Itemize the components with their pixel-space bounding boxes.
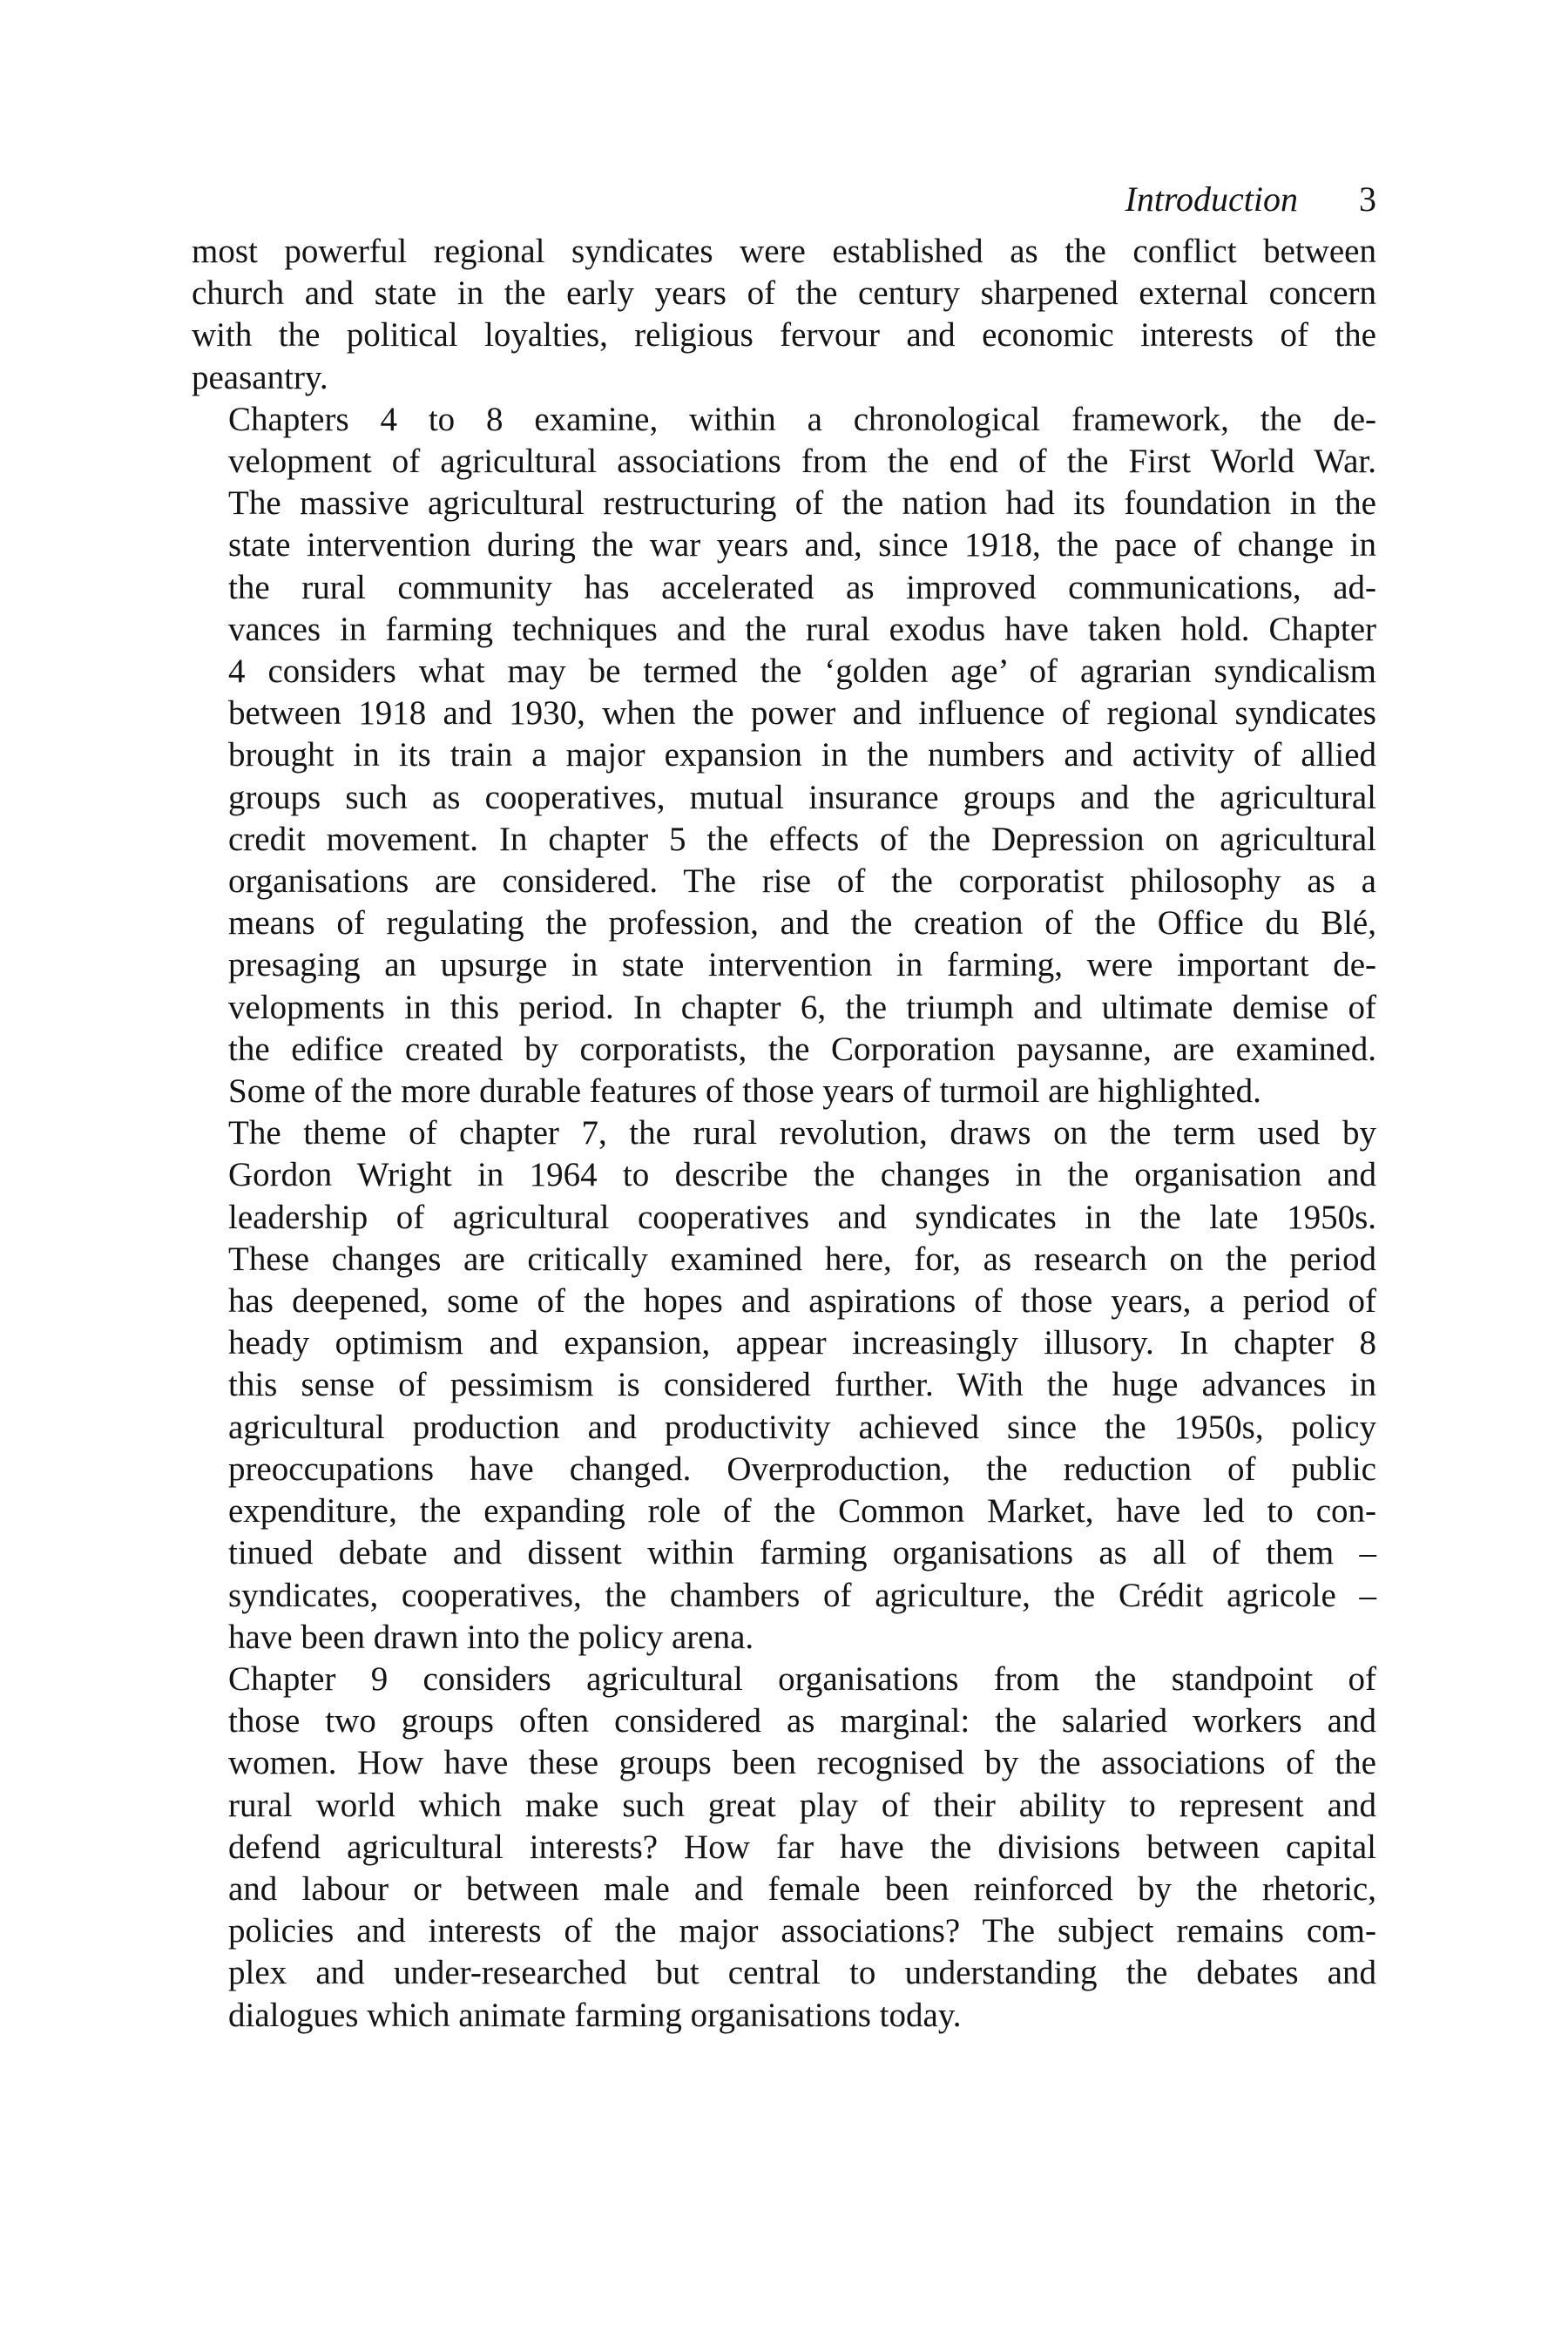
text-line: brought in its train a major expansion in the numbers and activity of allied <box>228 736 1376 774</box>
text-line: agricultural production and productivity achieved since the 1950s, policy <box>228 1408 1376 1446</box>
text-line: have been drawn into the policy arena. <box>228 1618 754 1656</box>
text-line: with the political loyalties, religious fervour and economic interests of the <box>192 316 1376 355</box>
text-line: preoccupations have changed. Overproduction, the reduction of public <box>228 1450 1376 1488</box>
text-line: dialogues which animate farming organisations today. <box>228 1996 962 2034</box>
text-line: women. How have these groups been recognised by the associations of the <box>228 1744 1376 1782</box>
text-line: church and state in the early years of the century sharpened external concern <box>192 274 1376 313</box>
text-line: heady optimism and expansion, appear increasingly illusory. In chapter 8 <box>228 1324 1376 1362</box>
text-line: the rural community has accelerated as improved communications, ad- <box>228 568 1376 606</box>
text-line: The massive agricultural restructuring of the nation had its foundation in the <box>228 484 1376 523</box>
text-line: Chapter 9 considers agricultural organisations from the standpoint of <box>228 1659 1376 1698</box>
text-line: the edifice created by corporatists, the Corporation paysanne, are examined. <box>228 1030 1376 1068</box>
text-line: The theme of chapter 7, the rural revolution, draws on the term used by <box>228 1114 1376 1152</box>
text-line: peasantry. <box>192 358 328 396</box>
text-line: most powerful regional syndicates were established as the conflict between <box>192 233 1376 270</box>
text-line: vances in farming techniques and the rural exodus have taken hold. Chapter <box>228 610 1376 648</box>
text-line: those two groups often considered as marginal: the salaried workers and <box>228 1702 1376 1740</box>
text-line: this sense of pessimism is considered further. With the huge advances in <box>228 1366 1376 1404</box>
text-line: presaging an upsurge in state intervention in farming, were important de- <box>228 946 1376 984</box>
text-line: Some of the more durable features of those years of turmoil are highlighted. <box>228 1072 1261 1111</box>
page-number: 3 <box>1359 179 1376 219</box>
text-line: These changes are critically examined here, for, as research on the period <box>228 1240 1376 1278</box>
text-line: means of regulating the profession, and the creation of the Office du Blé, <box>228 904 1376 943</box>
text-line: groups such as cooperatives, mutual insurance groups and the agricultural <box>228 778 1376 816</box>
paragraph <box>192 1112 1376 1659</box>
paragraph <box>192 399 1376 1112</box>
text-line: credit movement. In chapter 5 the effects of the Depression on agricultural <box>228 820 1376 858</box>
book-page <box>192 179 1376 2037</box>
body-text <box>192 231 1376 2037</box>
text-line: velopments in this period. In chapter 6, the triumph and ultimate demise of <box>228 988 1376 1026</box>
running-head <box>192 179 1376 220</box>
text-line: organisations are considered. The rise of the corporatist philosophy as a <box>228 862 1376 901</box>
text-line: Chapters 4 to 8 examine, within a chronological framework, the de- <box>228 400 1376 438</box>
text-line: 4 considers what may be termed the ‘golden age’ of agrarian syndicalism <box>228 652 1376 691</box>
text-line: velopment of agricultural associations from the end of the First World War. <box>228 443 1376 481</box>
text-line: and labour or between male and female been reinforced by the rhetoric, <box>228 1869 1376 1908</box>
text-line: Gordon Wright in 1964 to describe the changes in the organisation and <box>228 1156 1376 1194</box>
running-title: Introduction <box>1125 179 1298 219</box>
text-line: plex and under-researched but central to understanding the debates and <box>228 1954 1376 1992</box>
text-line: rural world which make such great play of their ability to represent and <box>228 1786 1376 1824</box>
text-line: tinued debate and dissent within farming organisations as all of them – <box>228 1534 1376 1572</box>
paragraph <box>192 1659 1376 2037</box>
text-line: expenditure, the expanding role of the Common Market, have led to con- <box>228 1492 1376 1531</box>
text-line: syndicates, cooperatives, the chambers of agriculture, the Crédit agricole – <box>228 1576 1376 1614</box>
text-line: has deepened, some of the hopes and aspirations of those years, a period of <box>228 1282 1376 1321</box>
text-line: policies and interests of the major associations? The subject remains com- <box>228 1912 1376 1950</box>
paragraph <box>192 231 1376 399</box>
text-line: leadership of agricultural cooperatives and syndicates in the late 1950s. <box>228 1198 1376 1236</box>
text-line: state intervention during the war years and, since 1918, the pace of change in <box>228 526 1376 564</box>
text-line: between 1918 and 1930, when the power and influence of regional syndicates <box>228 694 1376 733</box>
text-line: defend agricultural interests? How far have the divisions between capital <box>228 1828 1376 1866</box>
